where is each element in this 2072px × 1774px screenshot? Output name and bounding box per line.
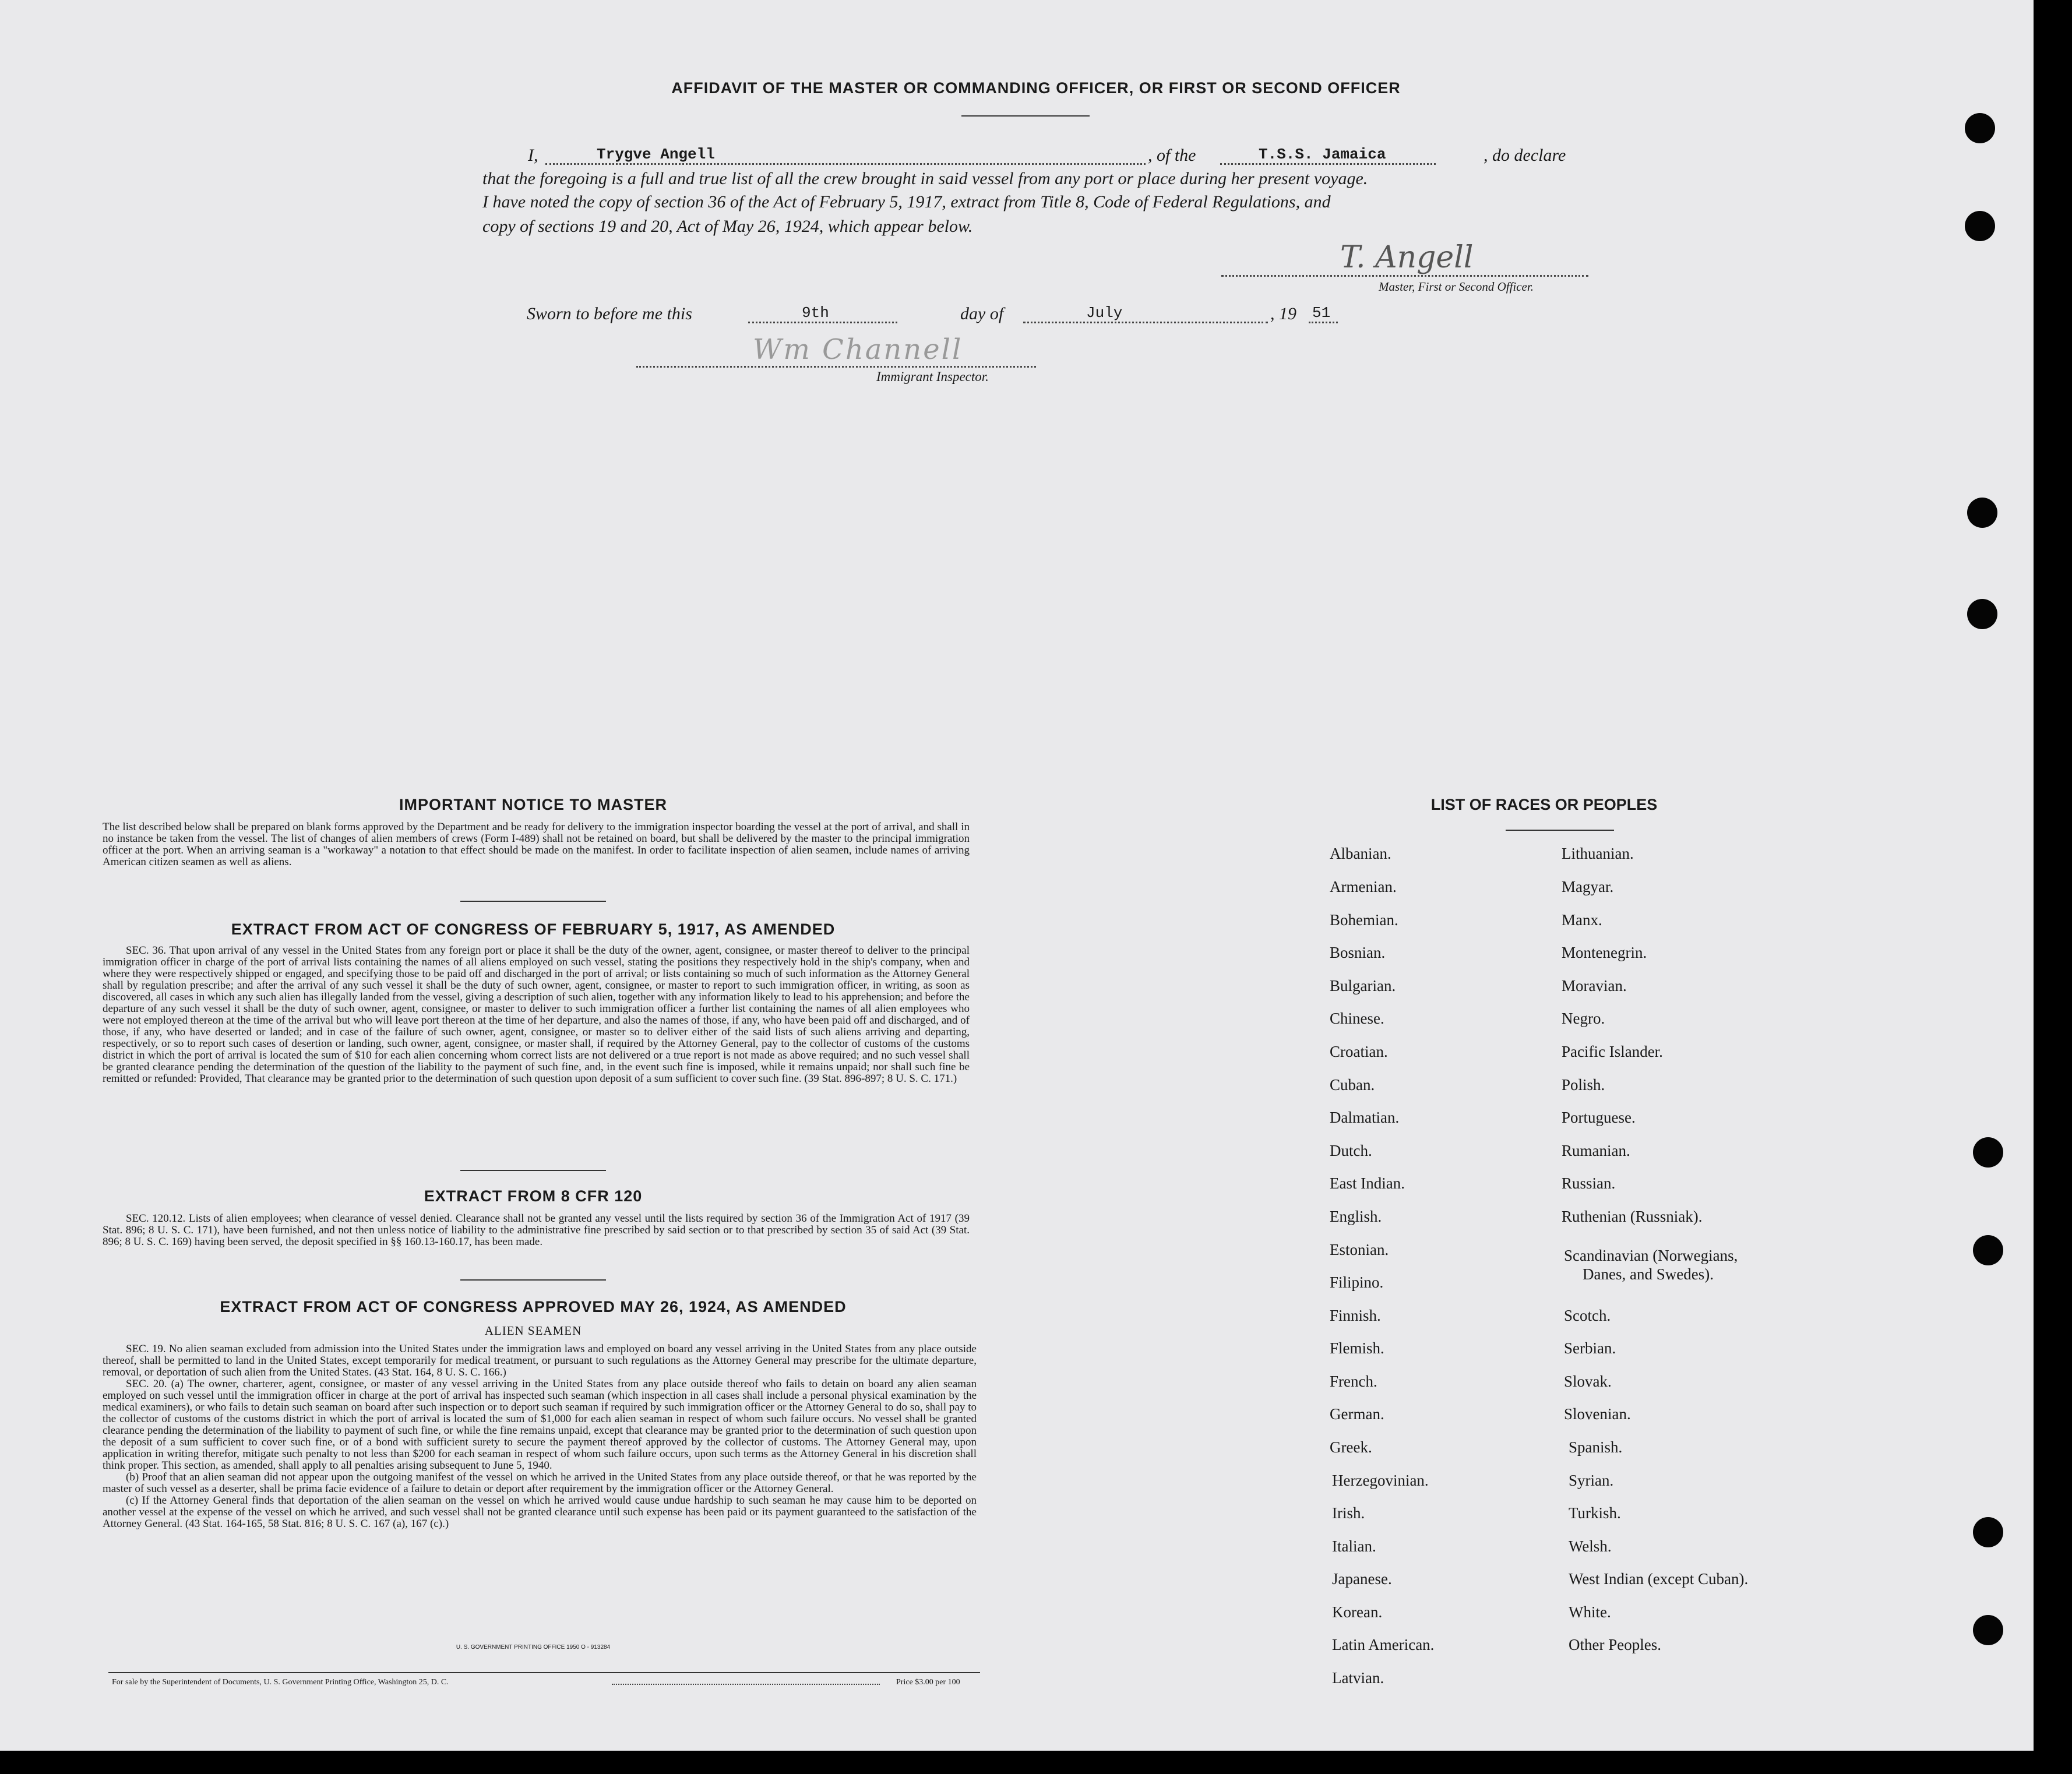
punch-hole: [1965, 211, 1995, 241]
punch-hole: [1965, 113, 1995, 143]
race-item: Latvian.: [1332, 1669, 1384, 1687]
race-item: Greek.: [1330, 1438, 1372, 1456]
race-item: Italian.: [1332, 1537, 1376, 1555]
extract-cfr-body: SEC. 120.12. Lists of alien employees; when clearance of vessel denied. Clearance shall not be granted any vessel until the lists required by section 36 of the Immigration Act of 1917 (39 Stat. 896; 8 U. S. C. 171), have been furnished, and not then unless notice of liability to the administrative fine prescribed by said section or to that prescribed by section 35 of said Act (39 Stat. 896; 8 U. S. C. 169) having been served, the deposit specified in §§ 160.13-160.17, has been made.: [103, 1212, 970, 1248]
extract-1917-body: SEC. 36. That upon arrival of any vessel in the United States from any foreign port or place it shall be the duty of the owner, agent, consignee, or master thereof to deliver to the principal immigration officer in charge of the port of arrival lists containing the names of all aliens employed on such vessel, stating the positions they respectively hold in the ship's company, when and where they were respectively shipped or engaged, and specifying those to be paid off and discharged in the port of arrival; or lists containing so much of such information as the Attorney General shall by regulation prescribe; and after the arrival of any such vessel it shall be the duty of such owner, agent, consignee, or master to report to such immigration officer, in writing, as soon as discovered, all cases in which any such alien has illegally landed from the vessel, giving a description of such alien, together with any information likely to lead to his apprehension; and before the departure of any such vessel it shall be the duty of such owner, agent, consignee, or master to deliver to such immigration officer a further list containing the names of all alien employees who were not employed thereon at the time of the arrival but who will leave port thereon at the time of her departure, and also the names of those, if any, who have been paid off and discharged, and of those, if any, who have deserted or landed; and in case of the failure of such owner, agent, consignee, or master so to deliver either of the said lists of such aliens arriving and departing, respectively, or so to report such cases of desertion or landing, such owner, agent, consignee, or master shall, if required by the Attorney General, pay to the collector of customs of the customs district in which the port of arrival is located the sum of $10 for each alien concerning whom correct lists are not delivered or a true report is not made as above required; and no such vessel shall be granted clearance pending the determination of the question of the liability to the payment of such fine, and, in the event such fine is imposed, while it remains unpaid; nor shall such fine be remitted or refunded: Provided, That clearance may be granted prior to the determination of such question upon deposit of a sum sufficient to cover such fine. (39 Stat. 896-897; 8 U. S. C. 171.): [103, 944, 970, 1085]
race-item: Bosnian.: [1330, 944, 1386, 961]
divider: [961, 115, 1090, 117]
race-item: Cuban.: [1330, 1076, 1375, 1094]
signature-caption: Master, First or Second Officer.: [1379, 280, 1534, 294]
race-item: Pacific Islander.: [1562, 1043, 1663, 1060]
race-item: Flemish.: [1330, 1339, 1384, 1357]
declaration-line-1: [528, 146, 1594, 167]
do-declare-label: , do declare: [1483, 146, 1566, 165]
race-item: Latin American.: [1332, 1636, 1435, 1653]
punch-hole: [1973, 1235, 2003, 1265]
race-item: Dutch.: [1330, 1142, 1372, 1159]
day-field: [748, 304, 897, 323]
race-item: Spanish.: [1569, 1438, 1623, 1456]
race-item: English.: [1330, 1208, 1382, 1225]
race-item: Bohemian.: [1330, 911, 1398, 929]
race-item: Filipino.: [1330, 1274, 1384, 1291]
race-item: Magyar.: [1562, 878, 1614, 895]
sale-notice: For sale by the Superintendent of Documents, U. S. Government Printing Office, Washington 25, D. C.: [112, 1678, 449, 1687]
sworn-label: Sworn to before me this: [527, 304, 692, 323]
race-item: Scotch.: [1564, 1307, 1611, 1324]
race-item: German.: [1330, 1405, 1384, 1423]
race-item: Bulgarian.: [1330, 977, 1396, 994]
race-item: Portuguese.: [1562, 1109, 1636, 1126]
affidavit-title: AFFIDAVIT OF THE MASTER OR COMMANDING OFFICER, OR FIRST OR SECOND OFFICER: [671, 79, 1401, 97]
of-the-label: , of the: [1148, 146, 1196, 165]
race-item: East Indian.: [1330, 1175, 1405, 1192]
inspector-signature: Wm Channell: [753, 333, 963, 366]
divider: [1506, 830, 1614, 831]
year-value: 51: [1312, 304, 1331, 322]
race-item: Montenegrin.: [1562, 944, 1647, 961]
race-item: Lithuanian.: [1562, 845, 1634, 862]
race-item: Turkish.: [1569, 1504, 1621, 1522]
race-item: Croatian.: [1330, 1043, 1388, 1060]
race-item: Slovak.: [1564, 1373, 1612, 1390]
race-item: Herzegovinian.: [1332, 1472, 1429, 1489]
sec-20a: SEC. 20. (a) The owner, charterer, agent, consignee, or master of any vessel arriving in the United States from any place outside thereof who fails to detain on board any alien seaman employed on such vessel until the immigration officer in charge at the port of arrival has inspected such seaman (which inspection in all cases shall include a personal physical examination by the medical examiners), or who fails to detain such seaman on board after such inspection or to deport such seaman if required by such immigration officer or the Attorney General to do so, shall pay to the collector of customs of the customs district in which the port of arrival is located the sum of $1,000 for each alien seaman in respect of whom such failure occurs. No vessel shall be granted clearance pending the determination of the liability to payment of such fine, or while the fine remains unpaid, except that clearance may be granted prior to the determination of such question upon the deposit of a sum sufficient to cover such fine, or of a bond with sufficient surety to secure the payment thereof approved by the collector of customs. The Attorney General may, upon application in writing therefor, mitigate such penalty to not less than $200 for each seaman in respect of whom such failure occurs, upon such terms as the Attorney General in his discretion shall think proper. This section, as amended, shall apply to all penalties arising subsequent to June 5, 1940.: [103, 1378, 977, 1472]
sale-dots: [612, 1684, 880, 1685]
race-item: French.: [1330, 1373, 1377, 1390]
race-item: White.: [1569, 1603, 1611, 1621]
declaration-line-4: copy of sections 19 and 20, Act of May 26, 1924, which appear below.: [482, 217, 973, 236]
extract-1924-sections: [103, 1343, 977, 1530]
month-field: [1023, 304, 1268, 323]
races-title: LIST OF RACES OR PEOPLES: [1430, 796, 1658, 813]
race-item: Dalmatian.: [1330, 1109, 1400, 1126]
sworn-line: [527, 304, 1342, 327]
extract-1924-subtitle: ALIEN SEAMEN: [484, 1324, 582, 1338]
sec-19: SEC. 19. No alien seaman excluded from admission into the United States under the immigration laws and employed on board any vessel arriving in the United States from any place outside thereof, shall be permitted to land in the United States, except temporarily for medical treatment, or pursuant to such regulations as the Attorney General may prescribe for the ultimate departure, removal, or deportation of such alien from the United States. (43 Stat. 164, 8 U. S. C. 166.): [103, 1343, 977, 1378]
footer-rule: [108, 1672, 980, 1673]
race-item: Rumanian.: [1562, 1142, 1630, 1159]
race-item: Chinese.: [1330, 1010, 1384, 1027]
race-item: Polish.: [1562, 1076, 1605, 1094]
race-item: Japanese.: [1332, 1570, 1392, 1588]
race-item: Moravian.: [1562, 977, 1627, 994]
divider: [460, 1170, 606, 1171]
punch-hole: [1973, 1517, 2003, 1547]
vessel-name: T.S.S. Jamaica: [1259, 146, 1386, 163]
signature-line: [1221, 275, 1588, 277]
sec-20c: (c) If the Attorney General finds that deportation of the alien seaman on the vessel on which he arrived would cause undue hardship to such seaman he may cause him to be deported on another vessel at the expense of the vessel on which he arrived, and such vessel shall not be granted clearance until such expense has been paid or its payment guaranteed to the satisfaction of the Attorney General. (43 Stat. 164-165, 58 Stat. 816; 8 U. S. C. 167 (a), 167 (c).): [103, 1494, 977, 1530]
divider: [460, 901, 606, 902]
race-item: Serbian.: [1564, 1339, 1616, 1357]
race-item: Welsh.: [1569, 1537, 1612, 1555]
sec-20b: (b) Proof that an alien seaman did not appear upon the outgoing manifest of the vessel on which he arrived in the United States from any place outside thereof, or that he was reported by the master of such vessel as a deserter, shall be prima facie evidence of a failure to detain or deport after requirement by the immigration officer or the Attorney General.: [103, 1471, 977, 1495]
race-item: Albanian.: [1330, 845, 1391, 862]
punch-hole: [1967, 599, 1997, 629]
race-item: Danes, and Swedes).: [1583, 1265, 1714, 1283]
declaration-line-3: I have noted the copy of section 36 of the Act of February 5, 1917, extract from Title 8, Code of Federal Regulations, and: [482, 192, 1331, 211]
day-value: 9th: [802, 304, 829, 322]
punch-hole: [1973, 1615, 2003, 1645]
year-prefix: , 19: [1270, 304, 1296, 323]
race-item: Armenian.: [1330, 878, 1397, 895]
race-item: Russian.: [1562, 1175, 1616, 1192]
race-item: Slovenian.: [1564, 1405, 1631, 1423]
name-field: [545, 146, 1146, 165]
vessel-field: [1220, 146, 1436, 165]
day-of-label: day of: [960, 304, 1004, 323]
notice-title: IMPORTANT NOTICE TO MASTER: [399, 796, 667, 813]
inspector-line: [636, 366, 1036, 368]
pre-name: I,: [528, 146, 538, 165]
extract-1917-title: EXTRACT FROM ACT OF CONGRESS OF FEBRUARY 5, 1917, AS AMENDED: [231, 920, 836, 938]
master-name: Trygve Angell: [597, 146, 715, 163]
race-item: Finnish.: [1330, 1307, 1381, 1324]
race-item: Manx.: [1562, 911, 1602, 929]
divider: [460, 1279, 606, 1281]
punch-hole: [1967, 498, 1997, 528]
month-value: July: [1086, 304, 1123, 322]
race-item: West Indian (except Cuban).: [1569, 1570, 1749, 1588]
race-item: Other Peoples.: [1569, 1636, 1661, 1653]
race-item: Estonian.: [1330, 1241, 1389, 1258]
year-field: [1309, 304, 1338, 323]
price: Price $3.00 per 100: [896, 1678, 960, 1687]
race-item: Syrian.: [1569, 1472, 1614, 1489]
printing-office-line: U. S. GOVERNMENT PRINTING OFFICE 1950 O - 913284: [456, 1644, 611, 1650]
extract-cfr-title: EXTRACT FROM 8 CFR 120: [424, 1187, 643, 1205]
inspector-caption: Immigrant Inspector.: [876, 369, 989, 384]
race-item: Korean.: [1332, 1603, 1383, 1621]
race-item: Irish.: [1332, 1504, 1365, 1522]
race-item: Scandinavian (Norwegians,: [1564, 1247, 1738, 1264]
extract-1924-title: EXTRACT FROM ACT OF CONGRESS APPROVED MAY 26, 1924, AS AMENDED: [220, 1298, 847, 1315]
race-item: Ruthenian (Russniak).: [1562, 1208, 1703, 1225]
notice-body: The list described below shall be prepared on blank forms approved by the Department and be ready for delivery to the immigration inspector boarding the vessel at the port of arrival, and shall in no instance be taken from the vessel. The list of changes of alien members of crews (Form I-489) shall not be retained on board, but shall be delivered by the master to the principal immigration officer at the port. When an arriving seaman is a "workaway" a notation to that effect should be made on the manifest. In order to facilitate inspection of alien seamen, include names of arriving American citizen seamen as well as aliens.: [103, 821, 970, 868]
master-signature: T. Angell: [1340, 240, 1474, 275]
race-item: Negro.: [1562, 1010, 1605, 1027]
punch-hole: [1973, 1137, 2003, 1168]
declaration-line-2: that the foregoing is a full and true list of all the crew brought in said vessel from any port or place during her present voyage.: [482, 169, 1368, 188]
